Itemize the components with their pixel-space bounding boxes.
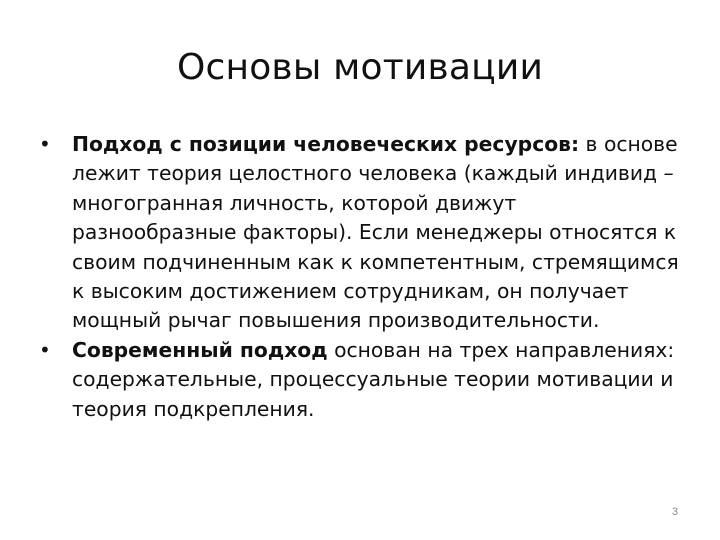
bullet-lead: Современный подход xyxy=(72,337,328,362)
bullet-item-human-resources xyxy=(36,130,686,336)
bullet-text: основан на трех направлениях: содержательные, процессуальные теории мотивации и теория подкрепления. xyxy=(72,337,675,421)
bullet-list xyxy=(36,130,686,424)
bullet-lead: Подход с позиции человеческих ресурсов: xyxy=(72,132,580,156)
slide-title: Основы мотивации xyxy=(176,47,544,88)
page-number: 3 xyxy=(671,506,678,518)
bullet-text: в основе лежит теория целостного человека (каждый индивид – многогранная личность, которой движут разнообразные факторы). Если менеджеры относятся к своим подчиненным как к компетентным, стремящимся к высоким достижением сотрудникам, он получает мощный рычаг повышения производительности. xyxy=(72,132,679,333)
bullet-icon: • xyxy=(39,132,51,156)
bullet-icon: • xyxy=(39,337,51,362)
bullet-item-modern-approach xyxy=(36,336,686,424)
